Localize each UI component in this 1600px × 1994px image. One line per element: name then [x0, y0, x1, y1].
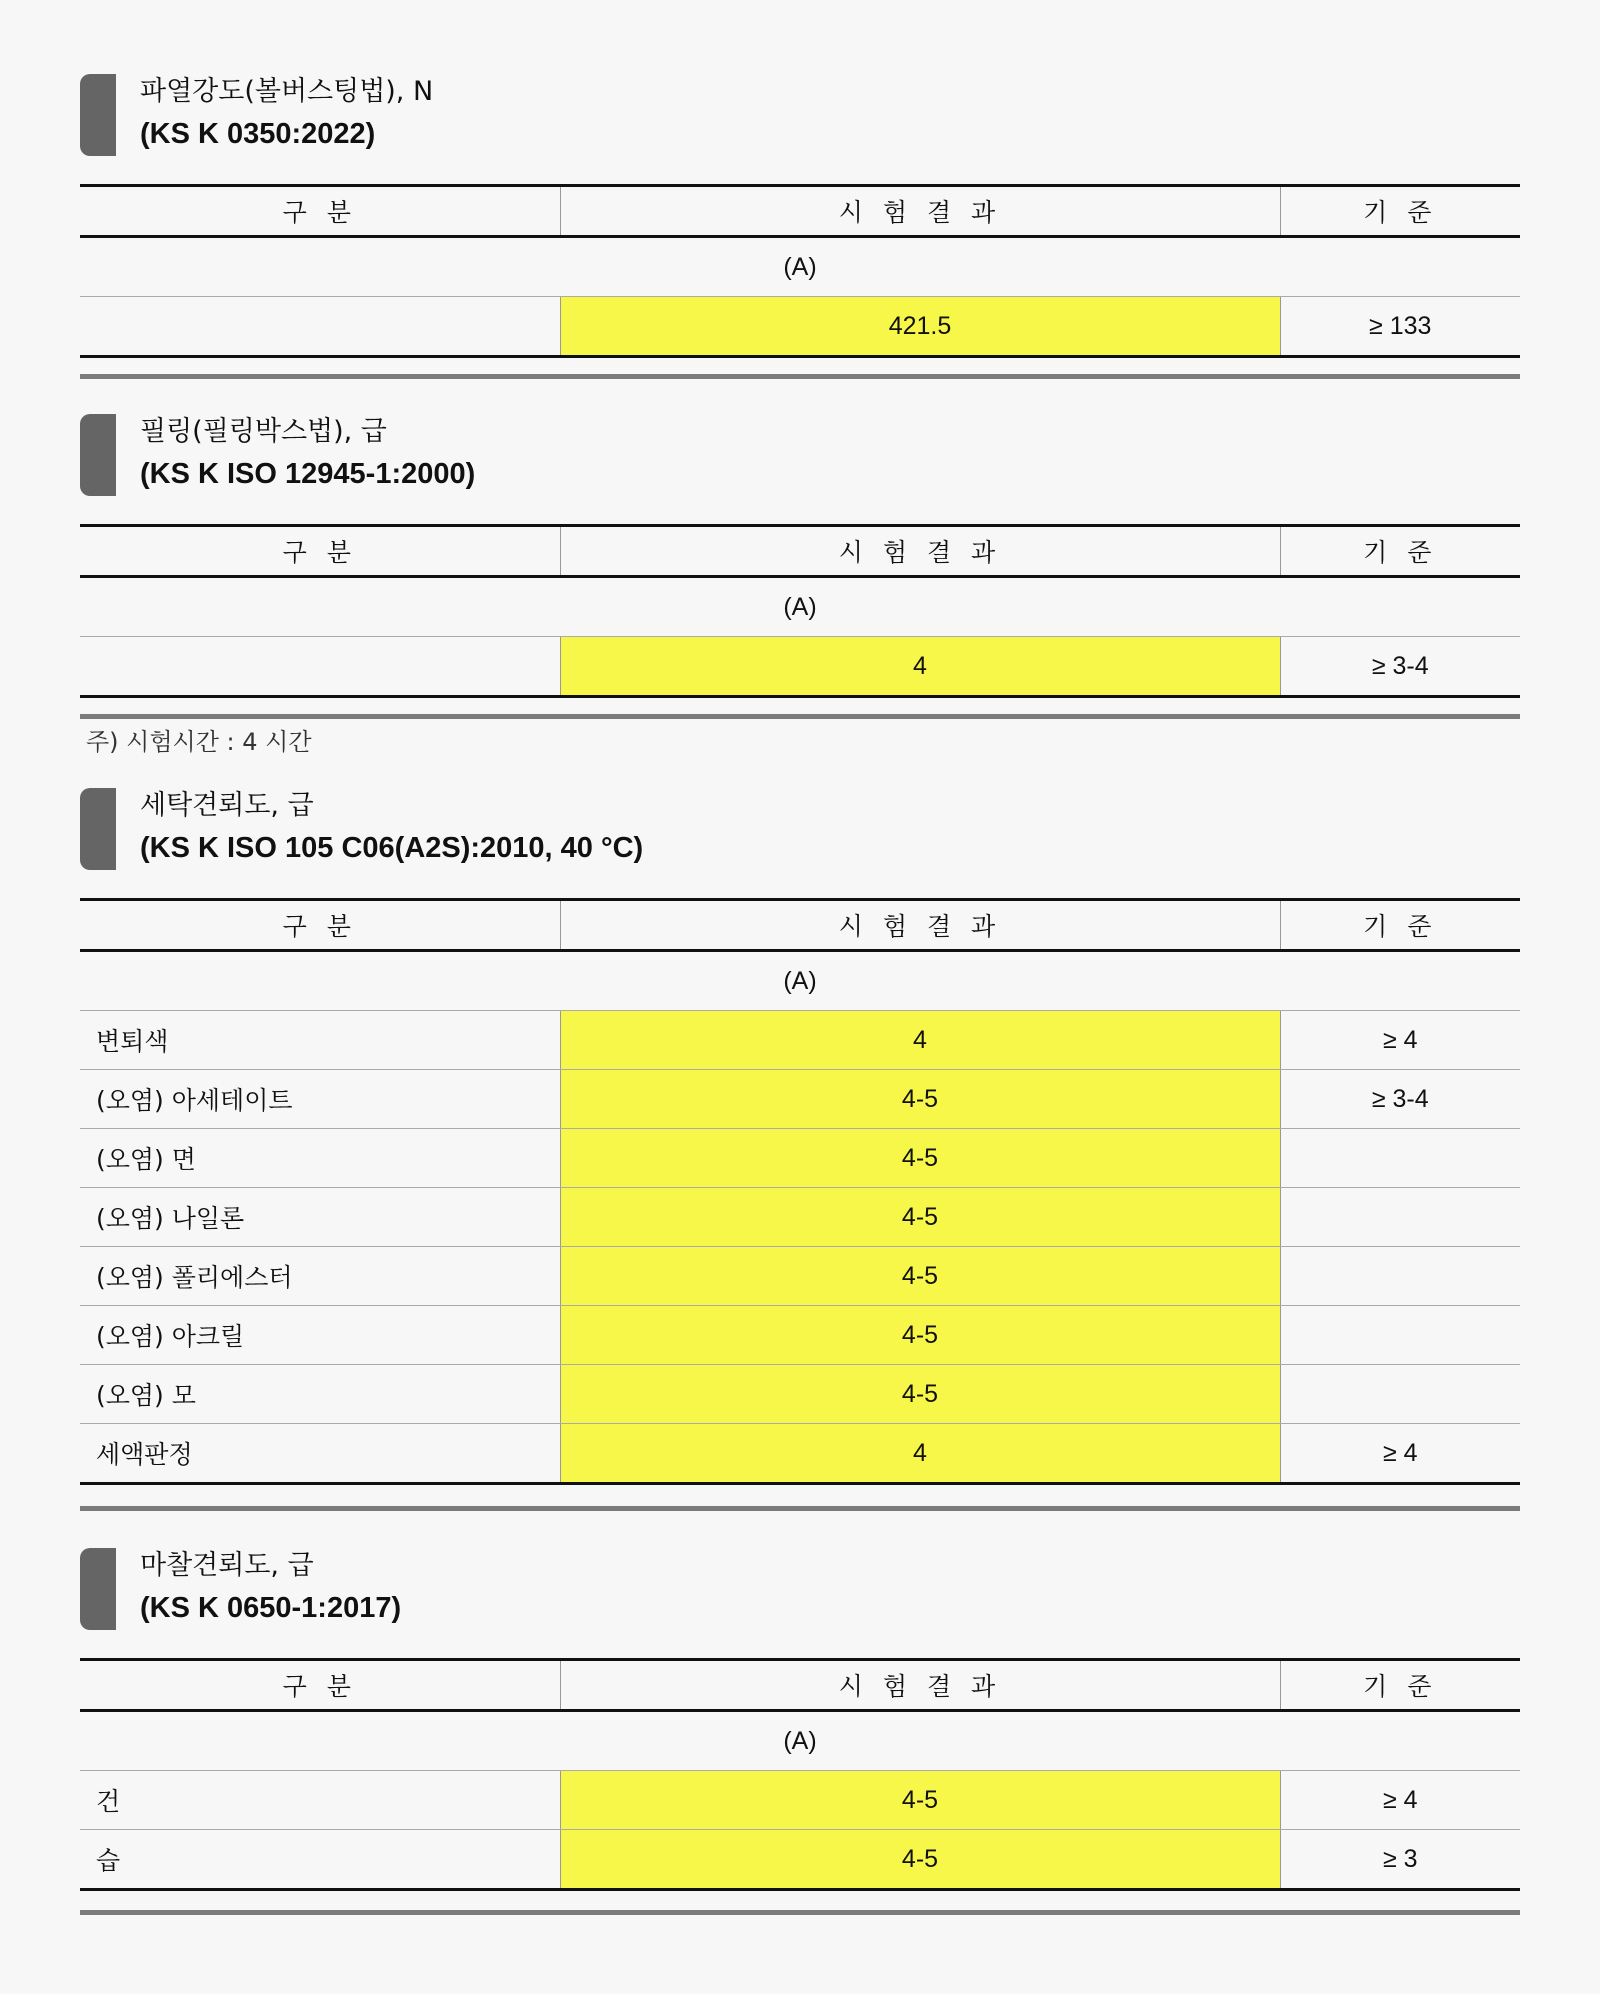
row-result: 421.5	[560, 297, 1280, 357]
row-result: 4-5	[560, 1365, 1280, 1424]
row-result: 4-5	[560, 1070, 1280, 1129]
row-label: 변퇴색	[80, 1011, 560, 1070]
section-title-standard: (KS K 0350:2022)	[140, 118, 376, 150]
section-marker	[80, 74, 116, 156]
header-category: 구 분	[80, 526, 560, 577]
row-standard	[1280, 1247, 1520, 1306]
section-marker	[80, 414, 116, 496]
section-title-name: 세탁견뢰도, 급	[140, 790, 314, 821]
row-label	[80, 297, 560, 357]
results-table	[80, 184, 1520, 358]
sample-row	[80, 577, 1520, 637]
row-result: 4	[560, 1424, 1280, 1484]
table-row	[80, 1188, 1520, 1247]
sample-label: (A)	[80, 577, 1520, 637]
section-divider	[80, 1506, 1520, 1511]
row-result: 4-5	[560, 1771, 1280, 1830]
table-row	[80, 1011, 1520, 1070]
row-standard: ≥ 3-4	[1280, 1070, 1520, 1129]
table-row	[80, 1771, 1520, 1830]
row-standard: ≥ 3-4	[1280, 637, 1520, 697]
header-category: 구 분	[80, 1660, 560, 1711]
table-header-row	[80, 186, 1520, 237]
row-standard: ≥ 4	[1280, 1011, 1520, 1070]
section-title-name: 파열강도(볼버스팅법), N	[140, 76, 434, 107]
row-label: (오염) 나일론	[80, 1188, 560, 1247]
row-result: 4-5	[560, 1129, 1280, 1188]
header-result: 시 험 결 과	[560, 186, 1280, 237]
row-label: (오염) 폴리에스터	[80, 1247, 560, 1306]
section-header	[80, 410, 1520, 506]
header-standard: 기 준	[1280, 1660, 1520, 1711]
sample-row	[80, 237, 1520, 297]
row-standard	[1280, 1188, 1520, 1247]
row-result: 4-5	[560, 1830, 1280, 1890]
row-label: (오염) 아크릴	[80, 1306, 560, 1365]
table-row	[80, 1070, 1520, 1129]
section-title-name: 필링(필링박스법), 급	[140, 416, 387, 447]
row-label	[80, 637, 560, 697]
row-label: 습	[80, 1830, 560, 1890]
section-divider	[80, 374, 1520, 379]
row-standard: ≥ 3	[1280, 1830, 1520, 1890]
results-table	[80, 898, 1520, 1485]
table-row	[80, 637, 1520, 697]
header-standard: 기 준	[1280, 900, 1520, 951]
section-bursting-strength	[80, 70, 1520, 340]
header-result: 시 험 결 과	[560, 526, 1280, 577]
section-header	[80, 1544, 1520, 1640]
header-result: 시 험 결 과	[560, 1660, 1280, 1711]
table-row	[80, 1306, 1520, 1365]
section-header	[80, 70, 1520, 166]
test-note: 주) 시험시간 : 4 시간	[86, 728, 312, 756]
section-divider	[80, 1910, 1520, 1915]
row-standard	[1280, 1129, 1520, 1188]
table-header-row	[80, 1660, 1520, 1711]
section-divider	[80, 714, 1520, 719]
section-title	[140, 1544, 401, 1630]
header-category: 구 분	[80, 900, 560, 951]
section-washing-fastness	[80, 784, 1520, 1469]
section-header	[80, 784, 1520, 880]
results-table	[80, 1658, 1520, 1891]
row-result: 4-5	[560, 1247, 1280, 1306]
section-title-name: 마찰견뢰도, 급	[140, 1550, 314, 1581]
row-standard	[1280, 1306, 1520, 1365]
section-title	[140, 70, 433, 156]
table-row	[80, 1424, 1520, 1484]
section-title	[140, 410, 475, 496]
row-label: 건	[80, 1771, 560, 1830]
header-category: 구 분	[80, 186, 560, 237]
row-standard	[1280, 1365, 1520, 1424]
row-result: 4	[560, 1011, 1280, 1070]
section-title	[140, 784, 643, 870]
row-label: 세액판정	[80, 1424, 560, 1484]
sample-row	[80, 1711, 1520, 1771]
results-table	[80, 524, 1520, 698]
header-standard: 기 준	[1280, 186, 1520, 237]
header-result: 시 험 결 과	[560, 900, 1280, 951]
section-pilling	[80, 410, 1520, 680]
row-label: (오염) 모	[80, 1365, 560, 1424]
table-row	[80, 297, 1520, 357]
row-result: 4-5	[560, 1306, 1280, 1365]
row-result: 4-5	[560, 1188, 1280, 1247]
row-standard: ≥ 4	[1280, 1771, 1520, 1830]
row-result: 4	[560, 637, 1280, 697]
section-title-standard: (KS K ISO 12945-1:2000)	[140, 458, 476, 490]
sample-row	[80, 951, 1520, 1011]
table-row	[80, 1830, 1520, 1890]
table-row	[80, 1129, 1520, 1188]
section-marker	[80, 788, 116, 870]
section-rubbing-fastness	[80, 1544, 1520, 1875]
section-title-standard: (KS K 0650-1:2017)	[140, 1592, 402, 1624]
row-label: (오염) 면	[80, 1129, 560, 1188]
sample-label: (A)	[80, 951, 1520, 1011]
table-row	[80, 1247, 1520, 1306]
section-title-standard: (KS K ISO 105 C06(A2S):2010, 40 °C)	[140, 832, 644, 864]
row-label: (오염) 아세테이트	[80, 1070, 560, 1129]
sample-label: (A)	[80, 237, 1520, 297]
table-row	[80, 1365, 1520, 1424]
section-marker	[80, 1548, 116, 1630]
header-standard: 기 준	[1280, 526, 1520, 577]
table-header-row	[80, 526, 1520, 577]
row-standard: ≥ 133	[1280, 297, 1520, 357]
table-header-row	[80, 900, 1520, 951]
sample-label: (A)	[80, 1711, 1520, 1771]
row-standard: ≥ 4	[1280, 1424, 1520, 1484]
